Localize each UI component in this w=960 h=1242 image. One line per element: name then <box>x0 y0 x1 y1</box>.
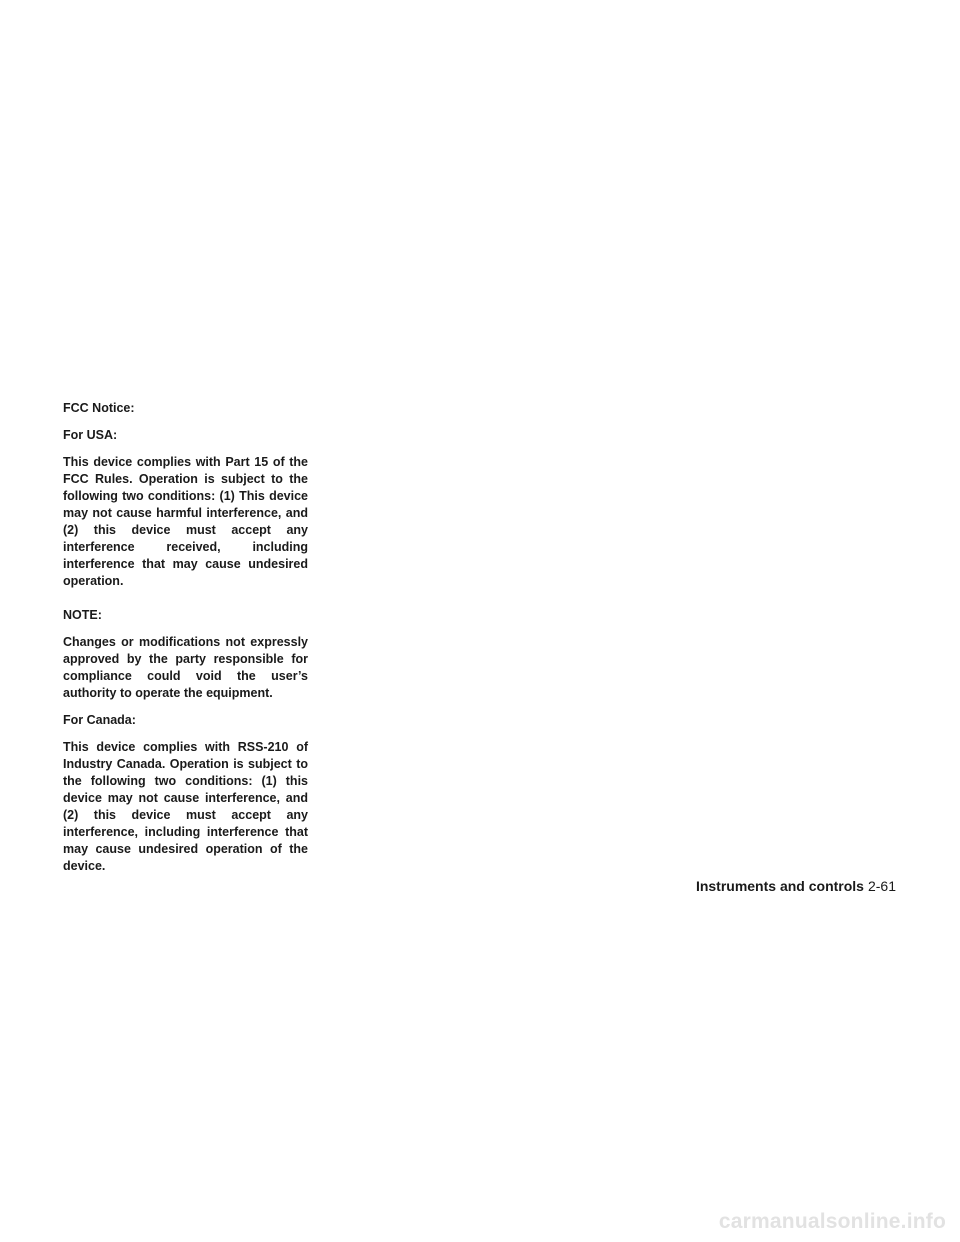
watermark-text: carmanualsonline.info <box>718 1210 946 1233</box>
footer-page-number: 2-61 <box>867 878 896 894</box>
fcc-notice-heading: FCC Notice: <box>63 401 135 415</box>
usa-paragraph: This device complies with Part 15 of the FCC Rules. Operation is subject to the following two conditions: (1) This device may not cause harmful interference, and (2) this device must accept any interference received, including interference that may cause undesired operation. <box>63 455 308 588</box>
usa-heading: For USA: <box>63 428 118 442</box>
main-text-column <box>63 400 308 885</box>
note-paragraph: Changes or modifications not expressly approved by the party responsible for compliance could void the user’s authority to operate the equipment. <box>63 635 308 700</box>
note-heading: NOTE: <box>63 608 102 622</box>
page-footer <box>696 876 896 896</box>
canada-heading: For Canada: <box>63 713 136 727</box>
canada-paragraph: This device complies with RSS-210 of Industry Canada. Operation is subject to the following two conditions: (1) this device may not cause interference, and (2) this device must accept any interference, including interference that may cause undesired operation of the device. <box>63 740 308 873</box>
footer-section-title: Instruments and controls <box>695 878 864 894</box>
